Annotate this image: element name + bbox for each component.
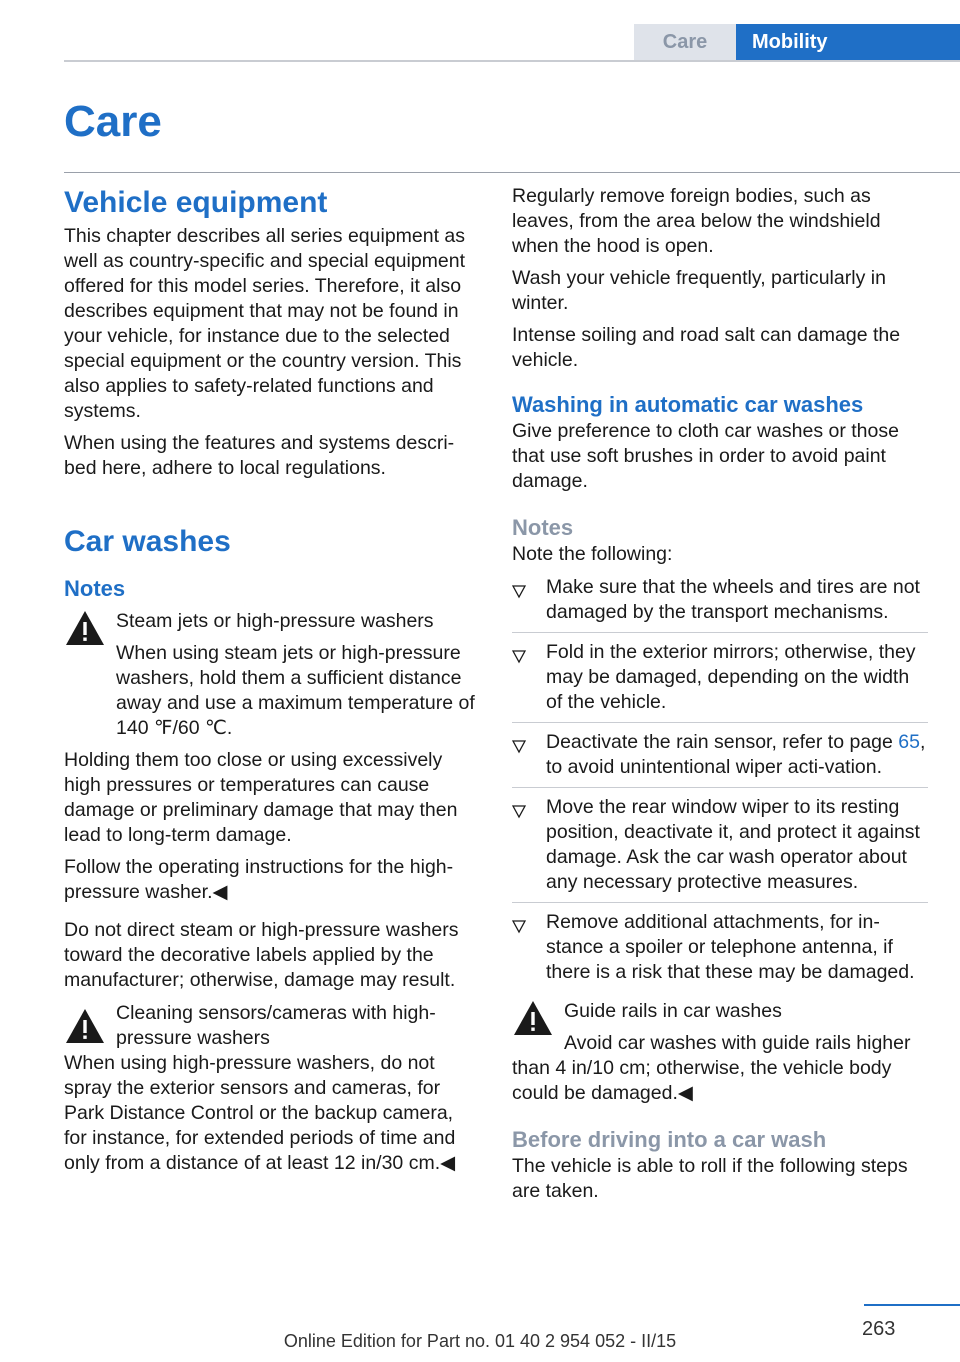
warning-sensors-cameras bbox=[64, 1001, 480, 1051]
heading-before-driving: Before driving into a car wash bbox=[512, 1127, 827, 1152]
heading-notes: Notes bbox=[512, 515, 574, 540]
list-item bbox=[512, 730, 928, 788]
paragraph: When using the features and systems descri‐bed here, adhere to local regulations. bbox=[64, 432, 455, 479]
list-item-text: Make sure that the wheels and tires are not damaged by the transport mechanisms. bbox=[546, 576, 920, 623]
list-item-text: Fold in the exterior mirrors; otherwise, they may be damaged, depending on the width of the vehicle. bbox=[546, 641, 916, 713]
warning-body bbox=[116, 641, 480, 741]
heading-vehicle-equipment: Vehicle equipment bbox=[64, 186, 328, 219]
warning-title: Cleaning sensors/cameras with high-pressure washers bbox=[116, 1002, 436, 1049]
paragraph: This chapter describes all series equipment as well as country-specific and special equipment offered for this model series. Therefore, it also describes equipment that may not be found in your vehicle, for instance due to the selected special equipment or the country version. This also applies to safety-related functions and systems. bbox=[64, 225, 466, 422]
list-item bbox=[512, 795, 928, 903]
heading-car-washes: Car washes bbox=[64, 525, 231, 558]
header-tabs bbox=[634, 24, 960, 61]
header-rule bbox=[64, 60, 960, 62]
warning-triangle-icon bbox=[64, 609, 106, 654]
warning-body: Avoid car washes with guide rails higher than 4 in/10 cm; otherwise, the vehicle body could be damaged.◀ bbox=[512, 1032, 911, 1104]
checklist bbox=[512, 575, 928, 992]
warning-triangle-icon bbox=[64, 1007, 106, 1052]
list-item-text: , to avoid unintentional wiper acti‐vation. bbox=[546, 731, 926, 778]
warning-body-text: When using steam jets or high-pressure washers, hold them a sufficient distance away and use a maximum temperature of 140 ℉/60 ℃. bbox=[116, 642, 475, 739]
page-number: 263 bbox=[862, 1318, 896, 1340]
warning-title: Guide rails in car washes bbox=[564, 1000, 782, 1022]
list-item-text: Remove additional attachments, for in‐stance a spoiler or telephone antenna, if there is a risk that these may be damaged. bbox=[546, 911, 915, 983]
warning-steam-jets bbox=[64, 609, 480, 741]
tab-mobility[interactable]: Mobility bbox=[736, 24, 960, 61]
warning-guide-rails bbox=[512, 999, 928, 1024]
paragraph: Give preference to cloth car washes or those that use soft brushes in order to avoid paint damage. bbox=[512, 420, 899, 492]
title-rule bbox=[64, 172, 960, 173]
paragraph: Intense soiling and road salt can damage the vehicle. bbox=[512, 324, 901, 371]
heading-notes: Notes bbox=[64, 576, 126, 601]
footer-edition: Online Edition for Part no. 01 40 2 954 052 - II/15 bbox=[283, 1331, 677, 1351]
left-column bbox=[64, 184, 480, 1183]
heading-automatic-car-washes: Washing in automatic car washes bbox=[512, 392, 864, 417]
warning-triangle-icon bbox=[512, 999, 554, 1044]
bullet-triangle-icon bbox=[512, 801, 526, 826]
paragraph: Regularly remove foreign bodies, such as leaves, from the area below the windshield when the hood is open. bbox=[512, 185, 881, 257]
bullet-triangle-icon bbox=[512, 916, 526, 941]
tab-care[interactable]: Care bbox=[634, 24, 736, 61]
list-item bbox=[512, 640, 928, 723]
paragraph: The vehicle is able to roll if the following steps are taken. bbox=[512, 1155, 908, 1202]
paragraph: Holding them too close or using excessively high pressures or temperatures can cause damage or preliminary damage that may then lead to long-term damage. bbox=[64, 749, 458, 846]
list-item bbox=[512, 910, 928, 992]
list-item-text: Deactivate the rain sensor, refer to page bbox=[546, 731, 899, 753]
right-column bbox=[512, 184, 928, 1211]
paragraph: Do not direct steam or high-pressure washers toward the decorative labels applied by the manufacturer; otherwise, damage may result. bbox=[64, 919, 459, 991]
warning-title: Steam jets or high-pressure washers bbox=[116, 610, 434, 632]
page-title: Care bbox=[64, 97, 162, 146]
list-item-text: Move the rear window wiper to its resting position, deactivate it, and protect it against damage. Ask the car wash operator about any necessary protective measures. bbox=[546, 796, 920, 893]
list-item bbox=[512, 575, 928, 633]
paragraph: Note the following: bbox=[512, 543, 673, 565]
paragraph: Wash your vehicle frequently, particularly in winter. bbox=[512, 267, 886, 314]
footer-rule bbox=[864, 1304, 960, 1306]
bullet-triangle-icon bbox=[512, 736, 526, 761]
bullet-triangle-icon bbox=[512, 646, 526, 671]
paragraph: Follow the operating instructions for the high-pressure washer.◀ bbox=[64, 856, 454, 903]
page-link[interactable]: 65 bbox=[898, 731, 920, 753]
warning-body: When using high-pressure washers, do not spray the exterior sensors and cameras, for Park Distance Control or the backup camera, for instance, for extended periods of time and only from a distance of at least 12 in/30 cm.◀ bbox=[64, 1052, 456, 1174]
bullet-triangle-icon bbox=[512, 581, 526, 606]
